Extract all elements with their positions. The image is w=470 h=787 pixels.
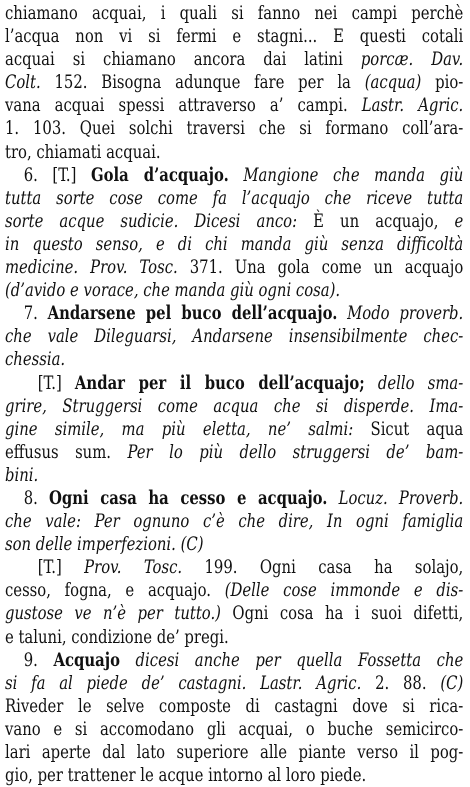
text-span: vano e si accomodano gli acquai, o buche semicirco- <box>5 717 464 740</box>
text-span: 7. <box>23 302 48 325</box>
text-span: cesso, fogna, e acquajo. <box>5 579 225 602</box>
text-span: Quei solchi traversi che si formano coll’ara- <box>65 117 464 140</box>
text-span: 8. <box>23 486 49 509</box>
italic-text: Colt. <box>5 71 41 94</box>
text-span: Riveder le selve composte di castagni dove si rica- <box>5 694 464 717</box>
italic-text: bini. <box>5 463 39 486</box>
text-span: e taluni, condizione de’ pregi. <box>5 625 229 648</box>
text-line <box>5 348 463 371</box>
text-line <box>5 25 463 48</box>
text-span: Ogni cosa ha i suoi difetti, <box>220 602 464 625</box>
italic-text: e <box>454 209 464 232</box>
italic-text: (d’avido e vorace, che manda giù ogni cosa). <box>5 279 341 302</box>
entry-heading: Ogni casa ha cesso e acquajo. <box>48 486 328 509</box>
text-line <box>5 256 463 279</box>
italic-text: si fa al piede de’ castagni. Lastr. Agric. <box>5 671 362 694</box>
text-span: pio- <box>421 71 464 94</box>
text-line <box>5 741 463 764</box>
text-span: È un acquajo, <box>313 209 455 232</box>
entry-heading: Andarsene pel buco dell’acquajo. <box>47 302 338 325</box>
text-span: 371. Una gola come un acquajo <box>177 256 464 279</box>
italic-text: dello sma- <box>364 371 464 394</box>
text-line <box>5 325 463 348</box>
italic-text: Locuz. Proverb. <box>327 486 464 509</box>
text-line <box>5 395 463 418</box>
text-line <box>5 94 463 117</box>
italic-text: son delle imperfezioni. (C) <box>5 533 204 556</box>
text-span: tro, chiamati acquai. <box>5 140 161 163</box>
text-line <box>5 117 463 140</box>
text-span: effusus sum. <box>5 440 128 463</box>
text-span: lari aperte dal lato superiore alle piante verso il pog- <box>5 741 464 763</box>
italic-text: chessia. <box>5 348 66 371</box>
italic-text: in questo senso, e di chi manda giù senza difficoltà <box>5 232 464 255</box>
text-line <box>5 718 463 741</box>
entry-heading: Acquajo <box>53 648 120 671</box>
italic-text: gustose ve n’è per tutto.) <box>5 602 221 625</box>
text-span: acquai si chiamano ancora dai latini <box>5 48 361 71</box>
italic-text: gine simile, ma più eletta, ne’ salmi: <box>5 417 371 440</box>
text-line <box>5 210 463 233</box>
italic-text: Modo proverb. <box>337 302 464 325</box>
italic-text: Lastr. Agric. <box>361 94 464 117</box>
italic-text: tutta sorte cose come fa l’acquajo che riceve tutta <box>5 186 464 209</box>
text-line <box>5 533 463 556</box>
text-line <box>5 2 463 25</box>
text-span: chiamano acquai, i quali si fanno nei campi perchè <box>5 2 464 24</box>
text-line <box>5 556 463 579</box>
text-line <box>5 602 463 625</box>
text-line <box>5 302 463 325</box>
entry-heading: Andar per il buco dell’acquajo; <box>74 371 365 394</box>
italic-text: che vale Dileguarsi, Andarsene insensibilmente chec- <box>5 325 464 348</box>
italic-text: Mangione che manda giù <box>228 163 464 186</box>
text-span: [T.] <box>37 556 85 579</box>
italic-text: dicesi anche per quella Fossetta che <box>119 648 464 671</box>
text-line <box>5 71 463 94</box>
text-line <box>5 626 463 649</box>
text-line <box>5 418 463 441</box>
entry-heading: Gola d’acquajo. <box>90 163 229 186</box>
text-line <box>5 764 463 787</box>
text-line <box>5 164 463 187</box>
italic-text: medicine. Prov. Tosc. <box>5 256 178 279</box>
text-line <box>5 141 463 164</box>
text-span: Sicut aqua <box>370 417 464 440</box>
text-line <box>5 695 463 718</box>
italic-text: porcæ. Dav. <box>360 48 464 71</box>
dictionary-page <box>5 2 464 787</box>
italic-text: (Delle cose immonde e dis- <box>224 579 464 602</box>
text-span: 152. Bisogna adunque fare per la <box>40 71 365 94</box>
text-span: 199. Ogni casa ha solajo, <box>182 556 464 579</box>
text-span: [T.] <box>37 371 75 394</box>
text-span: vana acquai spessi attraverso a’ campi. <box>5 94 362 117</box>
text-line <box>5 464 463 487</box>
italic-text: Prov. Tosc. <box>84 556 183 579</box>
italic-text: (C) <box>440 671 464 694</box>
text-line <box>5 233 463 256</box>
text-line <box>5 510 463 533</box>
text-line <box>5 649 463 672</box>
text-line <box>5 579 463 602</box>
italic-text: Per lo più dello struggersi de’ bam- <box>127 440 464 463</box>
text-span: 6. [T.] <box>23 163 91 186</box>
italic-text: (acqua) <box>364 71 422 94</box>
text-line <box>5 279 463 302</box>
text-line <box>5 487 463 510</box>
text-span: l’acqua non vi si fermi e stagni... E questi cotali <box>5 25 464 48</box>
italic-text: grire, Struggersi come acqua che si disperde. Ima- <box>5 394 464 417</box>
text-line <box>5 672 463 695</box>
italic-text: sorte acque sudicie. Dicesi anco: <box>5 209 314 232</box>
text-line <box>5 441 463 464</box>
text-line <box>5 187 463 210</box>
text-line <box>5 372 463 395</box>
italic-text: che vale: Per ognuno c’è che dire, In ogni famiglia <box>5 510 464 533</box>
text-span: gio, per trattener le acque intorno al loro piede. <box>5 764 367 787</box>
text-span: 2. 88. <box>361 671 441 694</box>
text-span: 1. 103. <box>5 117 66 140</box>
text-line <box>5 48 463 71</box>
text-span: 9. <box>23 648 54 671</box>
